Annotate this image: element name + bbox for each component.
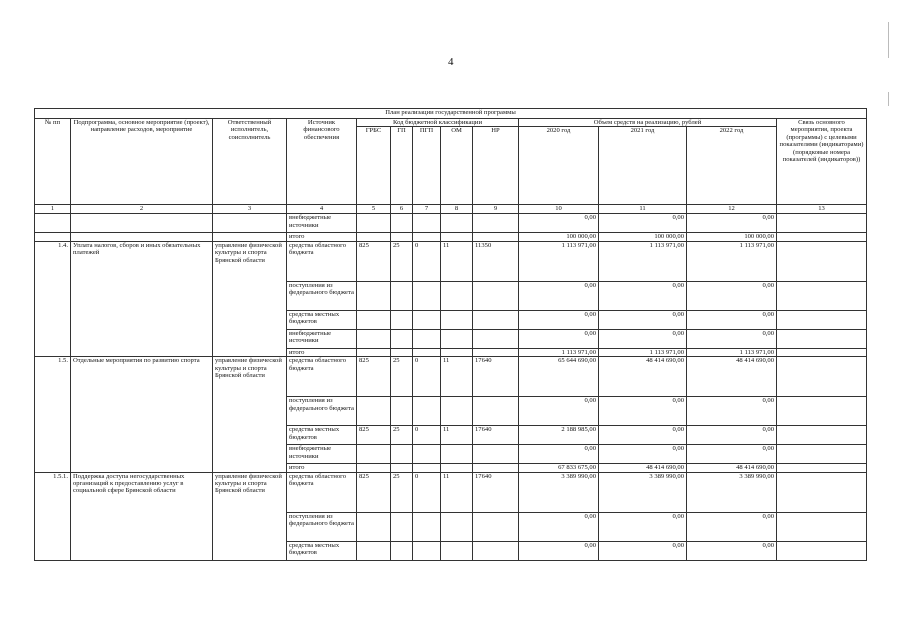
code-om [441,397,473,426]
amount-2022: 48 414 690,00 [687,357,777,397]
code-np [473,281,519,310]
header-link: Связь основного мероприятия, проекта (программы) с целевыми показателями (индикаторами) (порядковые номера показателей (индикаторов)) [777,119,867,205]
header-2020: 2020 год [519,127,599,205]
amount-2021: 0,00 [599,512,687,541]
header-2021: 2021 год [599,127,687,205]
indicator-link [777,241,867,281]
code-gp [391,512,413,541]
code-grbs [357,281,391,310]
code-gp: 25 [391,472,413,512]
code-pgp [413,541,441,560]
amount-2021: 1 113 971,00 [599,348,687,356]
source-cell: итого [287,348,357,356]
code-pgp [413,310,441,329]
amount-2021: 0,00 [599,281,687,310]
code-np: 17640 [473,426,519,445]
code-np [473,445,519,464]
code-om [441,541,473,560]
code-om: 11 [441,426,473,445]
source-cell: средства областного бюджета [287,241,357,281]
amount-2022: 1 113 971,00 [687,241,777,281]
responsible-executor: управление физической культуры и спорта Брянской области [213,357,287,472]
amount-2020: 0,00 [519,281,599,310]
header-subprogram: Подпрограмма, основное мероприятие (проект), направление расходов, мероприятие [71,119,213,205]
code-pgp: 0 [413,472,441,512]
code-om [441,464,473,472]
amount-2022: 0,00 [687,281,777,310]
code-om: 11 [441,357,473,397]
indicator-link [777,426,867,445]
code-om [441,281,473,310]
source-cell: поступления из федерального бюджета [287,512,357,541]
indicator-link [777,281,867,310]
amount-2022: 100 000,00 [687,233,777,241]
indicator-link [777,348,867,356]
header-grbs: ГРБС [357,127,391,205]
table-row [35,233,867,241]
header-num: № пп [35,119,71,205]
amount-2021: 0,00 [599,329,687,348]
code-pgp: 0 [413,426,441,445]
code-np: 17640 [473,472,519,512]
header-gp: ГП [391,127,413,205]
amount-2021: 1 113 971,00 [599,241,687,281]
amount-2022: 3 389 990,00 [687,472,777,512]
amount-2020: 1 113 971,00 [519,241,599,281]
amount-2020: 2 188 985,00 [519,426,599,445]
table-row [35,241,867,281]
code-np [473,397,519,426]
column-number: 8 [441,205,473,214]
indicator-link [777,445,867,464]
amount-2021: 0,00 [599,445,687,464]
column-number: 3 [213,205,287,214]
amount-2021: 100 000,00 [599,233,687,241]
code-om: 11 [441,472,473,512]
amount-2022: 48 414 690,00 [687,464,777,472]
amount-2022: 1 113 971,00 [687,348,777,356]
code-np [473,310,519,329]
code-grbs [357,512,391,541]
code-gp [391,310,413,329]
source-cell: внебюджетные источники [287,329,357,348]
amount-2021: 0,00 [599,426,687,445]
code-np [473,541,519,560]
code-grbs [357,310,391,329]
code-grbs [357,348,391,356]
code-gp [391,329,413,348]
amount-2020: 0,00 [519,512,599,541]
column-number: 10 [519,205,599,214]
code-np [473,329,519,348]
code-pgp [413,445,441,464]
code-pgp [413,464,441,472]
code-om [441,445,473,464]
source-cell: средства областного бюджета [287,472,357,512]
amount-2021: 48 414 690,00 [599,357,687,397]
code-gp: 25 [391,241,413,281]
row-number: 1.4. [35,241,71,356]
amount-2021: 0,00 [599,310,687,329]
column-number: 11 [599,205,687,214]
code-pgp [413,512,441,541]
amount-2020: 65 644 690,00 [519,357,599,397]
code-grbs [357,329,391,348]
source-cell: поступления из федерального бюджета [287,397,357,426]
code-gp: 25 [391,426,413,445]
source-cell: поступления из федерального бюджета [287,281,357,310]
header-responsible: Ответственный исполнитель, соисполнитель [213,119,287,205]
code-grbs: 825 [357,426,391,445]
amount-2021: 0,00 [599,214,687,233]
source-cell: внебюджетные источники [287,214,357,233]
page-number: 4 [448,56,454,68]
amount-2020: 3 389 990,00 [519,472,599,512]
amount-2022: 0,00 [687,214,777,233]
source-cell: итого [287,464,357,472]
header-om: ОМ [441,127,473,205]
header-np: НР [473,127,519,205]
code-om [441,329,473,348]
column-number: 7 [413,205,441,214]
amount-2020: 1 113 971,00 [519,348,599,356]
code-gp [391,397,413,426]
amount-2020: 0,00 [519,214,599,233]
code-grbs: 825 [357,357,391,397]
code-om [441,512,473,541]
header-source: Источник финансового обеспечения [287,119,357,205]
table-row [35,214,867,233]
amount-2021: 0,00 [599,397,687,426]
amount-2022: 0,00 [687,541,777,560]
code-grbs [357,541,391,560]
source-cell: средства местных бюджетов [287,426,357,445]
amount-2021: 0,00 [599,541,687,560]
code-gp [391,445,413,464]
indicator-link [777,329,867,348]
header-pgp: ПГП [413,127,441,205]
column-number-row [35,205,867,214]
code-om [441,348,473,356]
amount-2020: 0,00 [519,445,599,464]
responsible-executor: управление физической культуры и спорта Брянской области [213,472,287,560]
activity-name: Поддержка доступа негосударственных организаций к предоставлению услуг в социальной сфере Брянской области [71,472,213,560]
code-pgp [413,281,441,310]
column-number: 2 [71,205,213,214]
code-om: 11 [441,241,473,281]
code-pgp [413,348,441,356]
amount-2020: 100 000,00 [519,233,599,241]
header-2022: 2022 год [687,127,777,205]
amount-2022: 0,00 [687,445,777,464]
code-gp: 25 [391,357,413,397]
column-number: 5 [357,205,391,214]
plan-table [34,108,867,561]
indicator-link [777,397,867,426]
code-gp [391,464,413,472]
code-grbs: 825 [357,241,391,281]
amount-2020: 0,00 [519,329,599,348]
scan-edge-line [888,92,889,106]
column-number: 4 [287,205,357,214]
indicator-link [777,541,867,560]
code-np [473,512,519,541]
amount-2020: 67 833 675,00 [519,464,599,472]
source-cell: средства местных бюджетов [287,310,357,329]
header-budget-code: Код бюджетной классификации [357,119,519,127]
table-row [35,472,867,512]
amount-2022: 0,00 [687,512,777,541]
source-cell: внебюджетные источники [287,445,357,464]
activity-name: Отдельные мероприятия по развитию спорта [71,357,213,472]
code-gp [391,348,413,356]
code-gp [391,281,413,310]
column-number: 12 [687,205,777,214]
indicator-link [777,357,867,397]
header-volume: Объем средств на реализацию, рублей [519,119,777,127]
code-np: 11350 [473,241,519,281]
amount-2020: 0,00 [519,397,599,426]
column-number: 6 [391,205,413,214]
code-om [441,310,473,329]
column-number: 1 [35,205,71,214]
column-number: 9 [473,205,519,214]
row-number: 1.5. [35,357,71,472]
scan-edge-line [888,22,889,58]
table-row [35,357,867,397]
code-grbs [357,445,391,464]
code-pgp: 0 [413,357,441,397]
amount-2020: 0,00 [519,541,599,560]
source-cell: средства местных бюджетов [287,541,357,560]
code-pgp [413,397,441,426]
code-gp [391,541,413,560]
amount-2022: 0,00 [687,397,777,426]
indicator-link [777,310,867,329]
code-grbs [357,464,391,472]
amount-2021: 3 389 990,00 [599,472,687,512]
responsible-executor: управление физической культуры и спорта Брянской области [213,241,287,356]
plan-table-body [35,214,867,560]
indicator-link [777,472,867,512]
amount-2020: 0,00 [519,310,599,329]
table-title: План реализации государственной программы [35,109,867,119]
source-cell: итого [287,233,357,241]
code-np: 17640 [473,357,519,397]
amount-2022: 0,00 [687,426,777,445]
code-pgp: 0 [413,241,441,281]
indicator-link [777,464,867,472]
column-number: 13 [777,205,867,214]
code-pgp [413,329,441,348]
indicator-link [777,512,867,541]
amount-2022: 0,00 [687,329,777,348]
source-cell: средства областного бюджета [287,357,357,397]
amount-2021: 48 414 690,00 [599,464,687,472]
code-np [473,464,519,472]
code-np [473,348,519,356]
code-grbs: 825 [357,472,391,512]
activity-name: Уплата налогов, сборов и иных обязательных платежей [71,241,213,356]
code-grbs [357,397,391,426]
amount-2022: 0,00 [687,310,777,329]
row-number: 1.5.1. [35,472,71,560]
